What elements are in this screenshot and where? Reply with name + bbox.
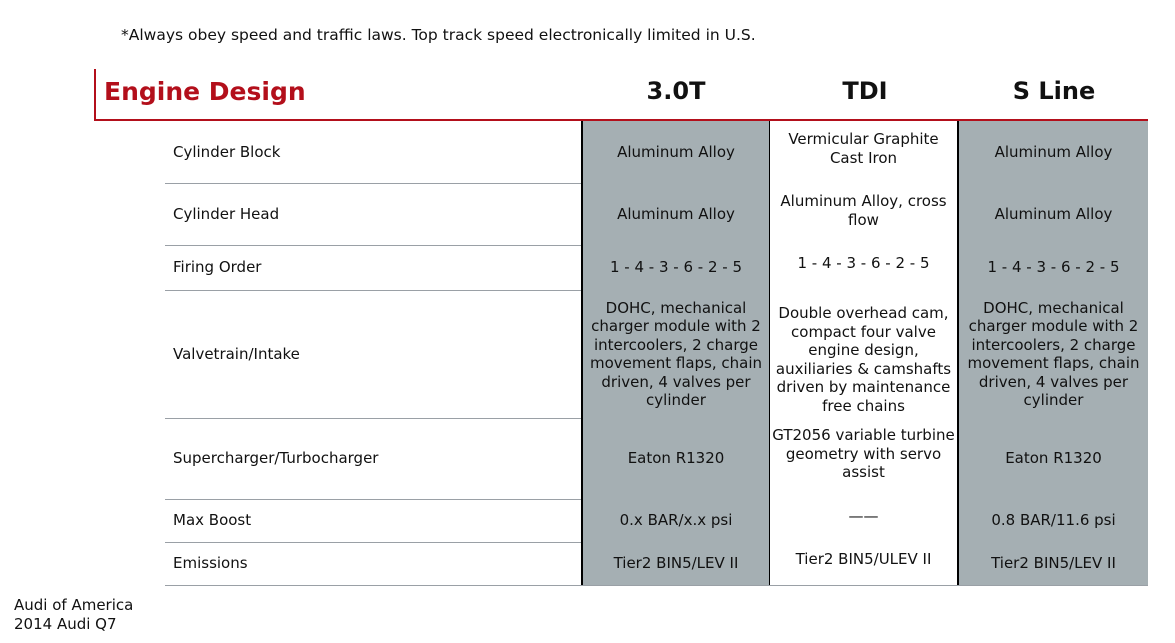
value-tdi: Vermicular Graphite Cast Iron [770,121,959,183]
value-s-line: Eaton R1320 [959,418,1148,499]
value-s-line: DOHC, mechanical charger module with 2 intercoolers, 2 charge movement flaps, chain driven, 4 valves per cylinder [959,290,1148,418]
row-label: Max Boost [173,511,252,530]
footer-company: Audi of America [14,596,134,614]
value-s-line: 1 - 4 - 3 - 6 - 2 - 5 [959,245,1148,290]
table-row [165,499,1148,543]
value-3-0t: 1 - 4 - 3 - 6 - 2 - 5 [581,245,770,290]
value-3-0t: Eaton R1320 [581,418,770,499]
value-tdi: Tier2 BIN5/ULEV II [770,542,959,585]
value-s-line: 0.8 BAR/11.6 psi [959,499,1148,542]
row-label: Firing Order [173,258,262,277]
value-3-0t: Aluminum Alloy [581,183,770,245]
table-row [165,245,1148,291]
row-label: Cylinder Block [173,142,281,161]
value-tdi: 1 - 4 - 3 - 6 - 2 - 5 [770,245,959,290]
column-header-tdi: TDI [842,77,888,105]
value-3-0t: Aluminum Alloy [581,121,770,183]
value-s-line: Tier2 BIN5/LEV II [959,542,1148,585]
value-3-0t: DOHC, mechanical charger module with 2 intercoolers, 2 charge movement flaps, chain driven, 4 valves per cylinder [581,290,770,418]
table-row [165,290,1148,419]
table-header [94,69,1148,121]
value-3-0t: 0.x BAR/x.x psi [581,499,770,542]
column-header-s-line: S Line [1012,77,1096,105]
footer [14,596,133,634]
column-header-3-0t: 3.0T [646,77,706,105]
value-tdi: —— [770,499,959,542]
row-label: Emissions [173,554,248,573]
footer-model: 2014 Audi Q7 [14,615,117,633]
value-tdi: Double overhead cam, compact four valve engine design, auxiliaries & camshafts driven by maintenance free chains [770,290,959,418]
section-title: Engine Design [104,77,306,106]
row-label: Valvetrain/Intake [173,344,300,363]
table-row [165,418,1148,500]
row-label: Supercharger/Turbocharger [173,449,379,468]
value-s-line: Aluminum Alloy [959,121,1148,183]
value-tdi: Aluminum Alloy, cross flow [770,183,959,245]
value-tdi: GT2056 variable turbine geometry with servo assist [770,418,959,499]
value-3-0t: Tier2 BIN5/LEV II [581,542,770,585]
disclaimer-text: *Always obey speed and traffic laws. Top track speed electronically limited in U.S. [121,26,756,44]
table-row [165,542,1148,586]
table-row [165,183,1148,246]
header-accent-bar [94,69,96,121]
row-label: Cylinder Head [173,204,280,223]
table-row [165,121,1148,184]
value-s-line: Aluminum Alloy [959,183,1148,245]
